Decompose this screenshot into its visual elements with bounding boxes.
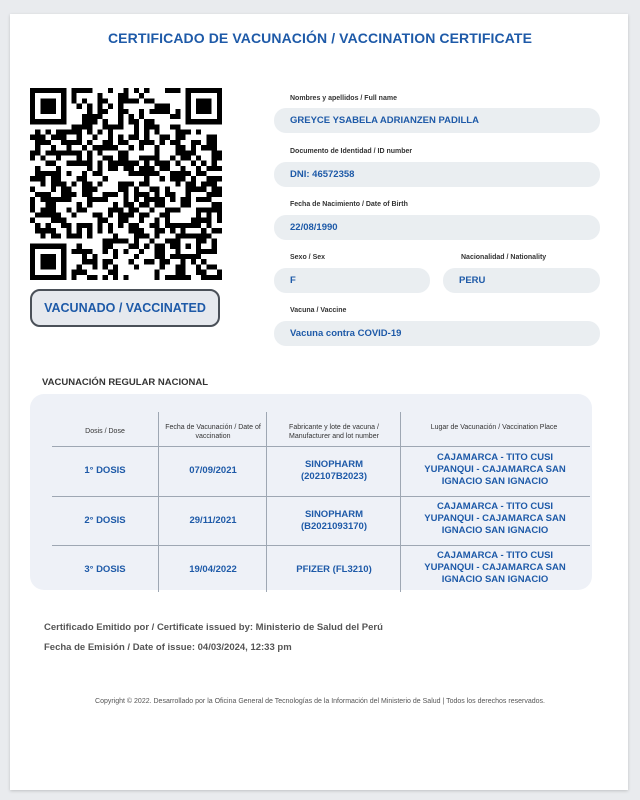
column-divider — [400, 412, 401, 592]
row-1-dose: 1° DOSIS — [84, 465, 126, 476]
id-number-label: Documento de Identidad / ID number — [290, 148, 413, 155]
row-3-dose: 3° DOSIS — [84, 564, 126, 575]
row-3-place: CAJAMARCA - TITO CUSI YUPANQUI - CAJAMARCA SAN IGNACIO SAN IGNACIO — [424, 550, 566, 585]
row-3-manufacturer: PFIZER (FL3210) — [296, 564, 372, 575]
column-header-date: Fecha de Vacunación / Date of vaccination — [165, 424, 261, 440]
column-divider — [266, 412, 267, 592]
row-2-place: CAJAMARCA - TITO CUSI YUPANQUI - CAJAMARCA SAN IGNACIO SAN IGNACIO — [424, 501, 566, 536]
sex-label: Sexo / Sex — [290, 254, 326, 261]
row-divider — [52, 496, 590, 497]
column-header-dose: Dosis / Dose — [85, 428, 125, 435]
id-number-field: DNI: 46572358 — [274, 162, 600, 187]
row-3-date: 19/04/2022 — [189, 564, 237, 575]
row-divider — [52, 545, 590, 546]
column-header-place: Lugar de Vacunación / Vaccination Place — [430, 424, 558, 431]
sex-field: F — [274, 268, 430, 293]
qr-code-image — [30, 88, 222, 280]
certificate-title: CERTIFICADO DE VACUNACIÓN / VACCINATION CERTIFICATE — [107, 30, 533, 46]
vaccination-section-title: VACUNACIÓN REGULAR NACIONAL — [42, 377, 209, 388]
vaccine-label: Vacuna / Vaccine — [290, 307, 347, 314]
issue-date-text: Fecha de Emisión / Date of issue: 04/03/2024, 12:33 pm — [44, 642, 292, 653]
row-1-place: CAJAMARCA - TITO CUSI YUPANQUI - CAJAMARCA SAN IGNACIO SAN IGNACIO — [424, 452, 566, 487]
row-divider — [52, 446, 590, 447]
row-2-manufacturer: SINOPHARM (B2021093170) — [300, 509, 368, 532]
row-1-manufacturer: SINOPHARM (202107B2023) — [300, 459, 368, 482]
issued-by-text: Certificado Emitido por / Certificate issued by: Ministerio de Salud del Perú — [44, 622, 383, 633]
copyright-text: Copyright © 2022. Desarrollado por la Oficina General de Tecnologías de la Información del Ministerio de Salud | Todos los derechos reservados. — [95, 698, 545, 705]
nationality-label: Nacionalidad / Nationality — [461, 254, 547, 261]
date-of-birth-field: 22/08/1990 — [274, 215, 600, 240]
vaccine-field: Vacuna contra COVID-19 — [274, 321, 600, 346]
column-divider — [158, 412, 159, 592]
vaccination-status-badge: VACUNADO / VACCINATED — [30, 289, 220, 327]
date-of-birth-label: Fecha de Nacimiento / Date of Birth — [290, 201, 408, 208]
row-1-date: 07/09/2021 — [189, 465, 237, 476]
row-2-dose: 2° DOSIS — [84, 515, 126, 526]
full-name-field: GREYCE YSABELA ADRIANZEN PADILLA — [274, 108, 600, 133]
row-2-date: 29/11/2021 — [189, 515, 237, 526]
column-header-manufacturer: Fabricante y lote de vacuna / Manufacturer and lot number — [289, 424, 379, 440]
full-name-label: Nombres y apellidos / Full name — [290, 95, 397, 102]
nationality-field: PERU — [443, 268, 600, 293]
